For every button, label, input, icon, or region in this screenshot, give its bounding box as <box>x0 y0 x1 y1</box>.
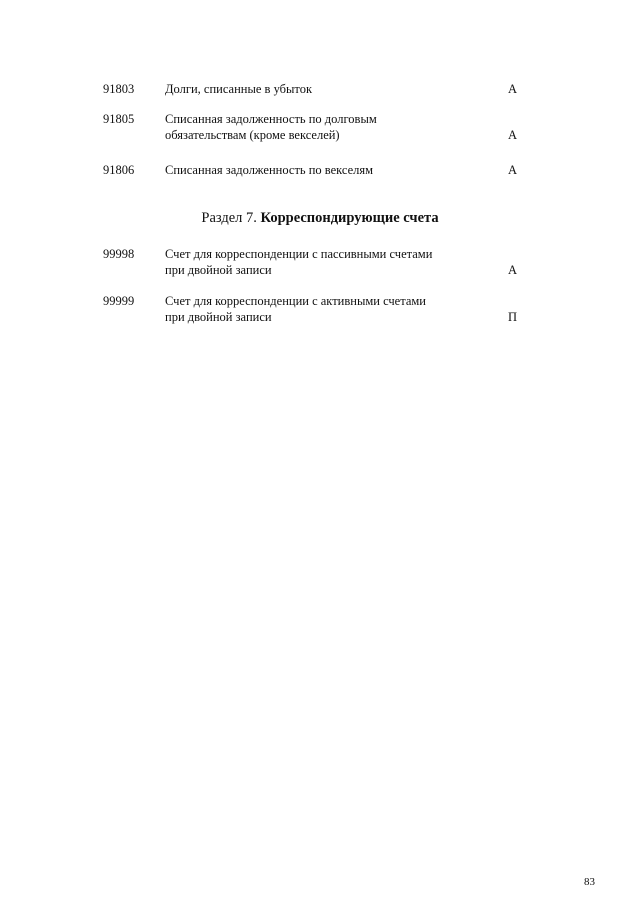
account-code: 91803 <box>103 82 135 96</box>
description-line: обязательствам (кроме векселей) <box>165 128 340 142</box>
account-type: А <box>508 82 518 96</box>
account-code: 99999 <box>103 294 135 308</box>
description-line: при двойной записи <box>165 263 272 277</box>
account-description <box>165 81 465 97</box>
section-heading <box>0 209 640 227</box>
account-code: 91806 <box>103 163 135 177</box>
description-line: Списанная задолженность по долговым <box>165 112 377 126</box>
section-prefix: Раздел 7. <box>201 210 261 226</box>
account-description <box>165 246 465 278</box>
account-type: А <box>508 128 518 142</box>
description-line: при двойной записи <box>165 310 272 324</box>
account-type: П <box>508 310 518 324</box>
account-description <box>165 162 465 178</box>
account-type: А <box>508 163 518 177</box>
account-description <box>165 111 465 143</box>
page-number: 83 <box>584 876 595 888</box>
description-line: Счет для корреспонденции с активными счетами <box>165 294 426 308</box>
account-type: А <box>508 263 518 277</box>
account-code: 99998 <box>103 247 135 261</box>
account-code: 91805 <box>103 112 135 126</box>
section-title: Корреспондирующие счета <box>260 210 439 226</box>
account-description <box>165 293 465 325</box>
description-line: Счет для корреспонденции с пассивными счетами <box>165 247 433 261</box>
description-line: Долги, списанные в убыток <box>165 82 313 96</box>
description-line: Списанная задолженность по векселям <box>165 163 374 177</box>
